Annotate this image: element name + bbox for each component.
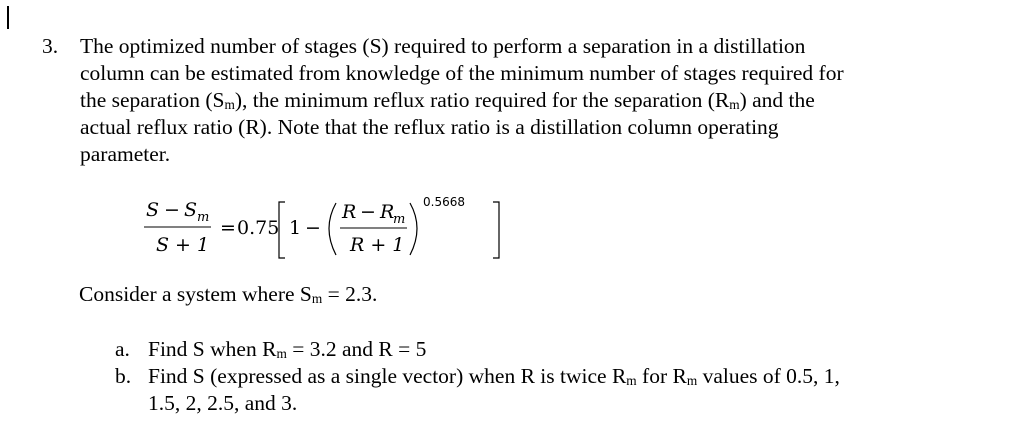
left-bracket: [279, 202, 285, 258]
inner-numerator-R: R: [342, 201, 357, 223]
inner-numerator-m: m: [393, 212, 406, 227]
coefficient: 0.75: [237, 217, 280, 239]
consider-statement: [79, 281, 377, 308]
problem-line-3-part-3: ) and the: [739, 88, 815, 112]
lhs-numerator-m: m: [197, 210, 210, 225]
lhs-numerator-Sm: S: [184, 199, 198, 221]
part-a-text-1: Find S when R: [148, 337, 277, 361]
left-paren: [329, 203, 336, 255]
problem-body: [80, 33, 940, 168]
problem-line-5: parameter.: [80, 142, 171, 166]
inner-numerator-Rm: R: [380, 201, 395, 223]
one: 1: [289, 217, 302, 239]
consider-suffix: = 2.3.: [322, 282, 378, 306]
line: [148, 337, 426, 361]
problem-line-4: actual reflux ratio (R). Note that the reflux ratio is a distillation column operating: [80, 115, 779, 139]
part-b-text-3: values of 0.5, 1,: [697, 364, 840, 388]
subscript-m: m: [311, 290, 323, 306]
part-a-text-2: = 3.2 and R = 5: [286, 337, 427, 361]
part-b-text-1: Find S (expressed as a single vector) when R is twice R: [148, 364, 627, 388]
problem-number: 3.: [42, 34, 59, 58]
text-cursor: [7, 6, 9, 29]
subscript-m: m: [729, 96, 740, 112]
part-b-text-2: for R: [636, 364, 687, 388]
part-b-line-2: 1.5, 2, 2.5, and 3.: [148, 391, 298, 415]
lhs-denominator: S + 1: [156, 234, 210, 256]
problem-line-3-part-1: the separation (S: [80, 88, 225, 112]
part-b: [115, 363, 995, 417]
part-a: [115, 336, 995, 363]
problem-line-2: column can be estimated from knowledge of the minimum number of stages required for: [80, 61, 844, 85]
bracket-minus: −: [305, 217, 321, 239]
problem-line-1: The optimized number of stages (S) required to perform a separation in a distillation: [80, 34, 806, 58]
problem-parts: [115, 336, 995, 417]
equals-sign: =: [220, 217, 236, 239]
part-b-line-1: [148, 363, 995, 390]
part-a-label: a.: [115, 337, 130, 361]
right-bracket: [493, 202, 499, 258]
right-paren: [410, 203, 417, 255]
inner-denominator: R + 1: [350, 234, 405, 256]
subscript-m: m: [626, 372, 637, 388]
lhs-numerator-minus: −: [164, 199, 180, 221]
problem-line-3-part-2: ), the minimum reflux ratio required for the separation (R: [234, 88, 730, 112]
inner-numerator-minus: −: [360, 201, 376, 223]
part-b-label: b.: [115, 364, 132, 388]
subscript-m: m: [276, 345, 287, 361]
subscript-m: m: [686, 372, 698, 388]
problem-line-3: [80, 87, 940, 114]
stage-equation: [140, 188, 560, 268]
subscript-m: m: [224, 96, 235, 112]
exponent: 0.5668: [423, 195, 465, 209]
consider-prefix: Consider a system where S: [79, 282, 312, 306]
lhs-numerator-S: S: [146, 199, 160, 221]
equation-svg: [140, 188, 560, 268]
